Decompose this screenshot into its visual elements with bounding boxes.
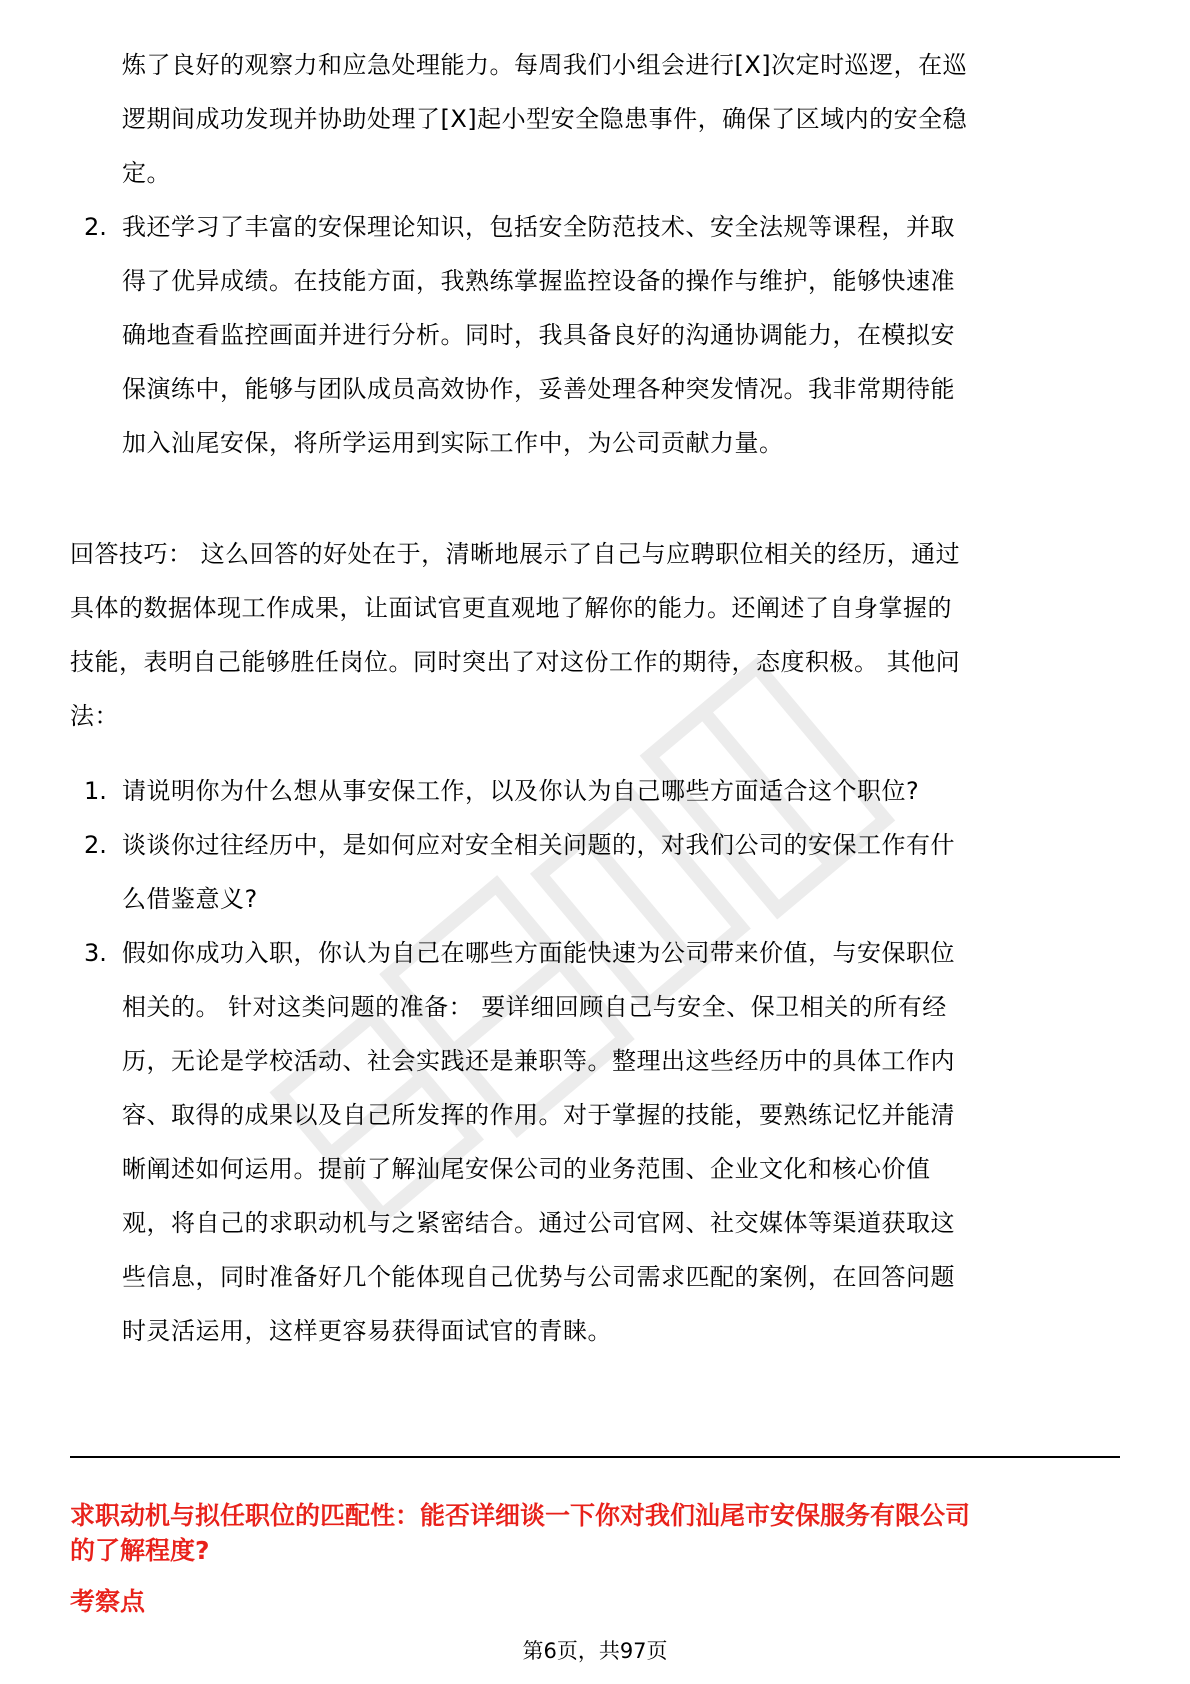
- text-line: 炼了良好的观察力和应急处理能力。每周我们小组会进行[X]次定时巡逻，在巡: [122, 51, 968, 79]
- text-line: 确地查看监控画面并进行分析。同时，我具备良好的沟通协调能力，在模拟安: [122, 321, 955, 349]
- text-line: 谈谈你过往经历中，是如何应对安全相关问题的，对我们公司的安保工作有什: [122, 831, 955, 859]
- text-line: 相关的。 针对这类问题的准备： 要详细回顾自己与安全、保卫相关的所有经: [122, 993, 947, 1021]
- list-number: 1.: [84, 777, 107, 805]
- text-line: 技能，表明自己能够胜任岗位。同时突出了对这份工作的期待，态度积极。 其他问: [70, 648, 961, 676]
- list-item: [70, 200, 967, 470]
- text-line: 些信息，同时准备好几个能体现自己优势与公司需求匹配的案例，在回答问题: [122, 1263, 955, 1291]
- text-line: 容、取得的成果以及自己所发挥的作用。对于掌握的技能，要熟练记忆并能清: [122, 1101, 955, 1129]
- alternative-questions-list: [70, 764, 955, 1358]
- page-footer: 第6页，共97页: [522, 1639, 668, 1663]
- list-item: [70, 764, 955, 818]
- answer-tips-paragraph: [70, 527, 960, 743]
- text-line: 加入汕尾安保，将所学运用到实际工作中，为公司贡献力量。: [122, 429, 784, 457]
- text-line: 时灵活运用，这样更容易获得面试官的青睐。: [122, 1317, 612, 1345]
- list-item: [70, 38, 967, 200]
- list-number: 3.: [84, 939, 107, 967]
- heading-line: 求职动机与拟任职位的匹配性：能否详细谈一下你对我们汕尾市安保服务有限公司: [70, 1501, 971, 1530]
- list-item: [70, 818, 955, 926]
- text-line: 定。: [122, 159, 171, 187]
- text-line: 我还学习了丰富的安保理论知识，包括安全防范技术、安全法规等课程，并取: [122, 213, 955, 241]
- heading-line: 的了解程度?: [70, 1536, 210, 1565]
- text-line: 历，无论是学校活动、社会实践还是兼职等。整理出这些经历中的具体工作内: [122, 1047, 955, 1075]
- continued-answer-list: [70, 38, 967, 470]
- text-line: 么借鉴意义?: [122, 885, 258, 913]
- list-number: 2.: [84, 831, 107, 859]
- list-item: [70, 926, 955, 1358]
- text-line: 假如你成功入职，你认为自己在哪些方面能快速为公司带来价值，与安保职位: [122, 939, 955, 967]
- section-divider: [70, 1456, 1120, 1458]
- text-line: 观，将自己的求职动机与之紧密结合。通过公司官网、社交媒体等渠道获取这: [122, 1209, 955, 1237]
- text-line: 法：: [70, 702, 119, 730]
- text-line: 得了优异成绩。在技能方面，我熟练掌握监控设备的操作与维护，能够快速准: [122, 267, 955, 295]
- text-line: 逻期间成功发现并协助处理了[X]起小型安全隐患事件，确保了区域内的安全稳: [122, 105, 968, 133]
- list-number: 2.: [84, 213, 107, 241]
- text-line: 具体的数据体现工作成果，让面试官更直观地了解你的能力。还阐述了自身掌握的: [70, 594, 952, 622]
- section-heading: [70, 1498, 1130, 1568]
- text-line: 请说明你为什么想从事安保工作，以及你认为自己哪些方面适合这个职位?: [122, 777, 920, 805]
- text-line: 保演练中，能够与团队成员高效协作，妥善处理各种突发情况。我非常期待能: [122, 375, 955, 403]
- section-subheading: 考察点: [70, 1587, 146, 1616]
- text-line: 晰阐述如何运用。提前了解汕尾安保公司的业务范围、企业文化和核心价值: [122, 1155, 931, 1183]
- text-line: 回答技巧： 这么回答的好处在于，清晰地展示了自己与应聘职位相关的经历，通过: [70, 540, 961, 568]
